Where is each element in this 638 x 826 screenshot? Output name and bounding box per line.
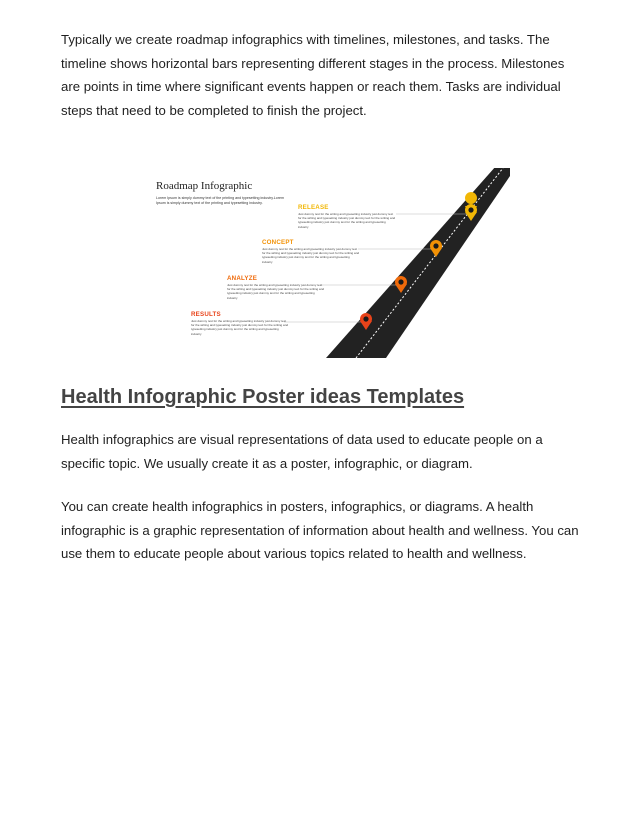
- stage-concept: [262, 239, 360, 264]
- stage-analyze: [227, 275, 325, 300]
- health-infographics-paragraph: Health infographics are visual representations of data used to educate people on a specific topic. We usually create it as a poster, infographic, or diagram.: [61, 432, 543, 471]
- stage-desc-analyze: Just dummy text for the writing and typesetting industry just dummy text for the writing and typesetting industry just dummy text for the writing and typesetting industry just dummy text for the writing and typesetting industry: [227, 283, 325, 300]
- road-center-line: [356, 168, 503, 358]
- roadmap-infographic-image: [148, 168, 510, 358]
- stage-title-concept: CONCEPT: [262, 239, 294, 246]
- stage-title-results: RESULTS: [191, 311, 221, 318]
- section-heading-link[interactable]: Health Infographic Poster ideas Templates: [61, 386, 465, 408]
- stage-desc-results: Just dummy text for the writing and typesetting industry just dummy text for the writing and typesetting industry just dummy text for the writing and typesetting industry just dummy text for the writing and typesetting industry: [191, 319, 289, 336]
- stage-desc-release: Just dummy text for the writing and typesetting industry just dummy text for the writing and typesetting industry just dummy text for the writing and typesetting industry just dummy text for the writing and typesetting industry: [298, 212, 396, 229]
- infographic-intro: Lorem Ipsum is simply dummy text of the printing and typesetting industry.Lorem Ipsum is simply dummy text of the printing and typesetting industry.: [156, 196, 284, 205]
- intro-paragraph: Typically we create roadmap infographics with timelines, milestones, and tasks. The timeline shows horizontal bars representing different stages in the process. Milestones are points in time where significant events happen or reach them. Tasks are individual steps that need to be completed to finish the project.: [61, 32, 565, 118]
- stage-title-release: RELEASE: [298, 204, 329, 211]
- stage-title-analyze: ANALYZE: [227, 275, 258, 282]
- health-infographics-usage-paragraph: You can create health infographics in posters, infographics, or diagrams. A health infographic is a graphic representation of information about health and wellness. You can use them to educate people about various topics related to health and wellness.: [61, 499, 579, 561]
- stage-results: [191, 311, 289, 336]
- stage-desc-concept: Just dummy text for the writing and typesetting industry just dummy text for the writing and typesetting industry just dummy text for the writing and typesetting industry just dummy text for the writing and typesetting industry: [262, 247, 360, 264]
- infographic-title: Roadmap Infographic: [156, 180, 253, 192]
- stage-release: [298, 204, 396, 229]
